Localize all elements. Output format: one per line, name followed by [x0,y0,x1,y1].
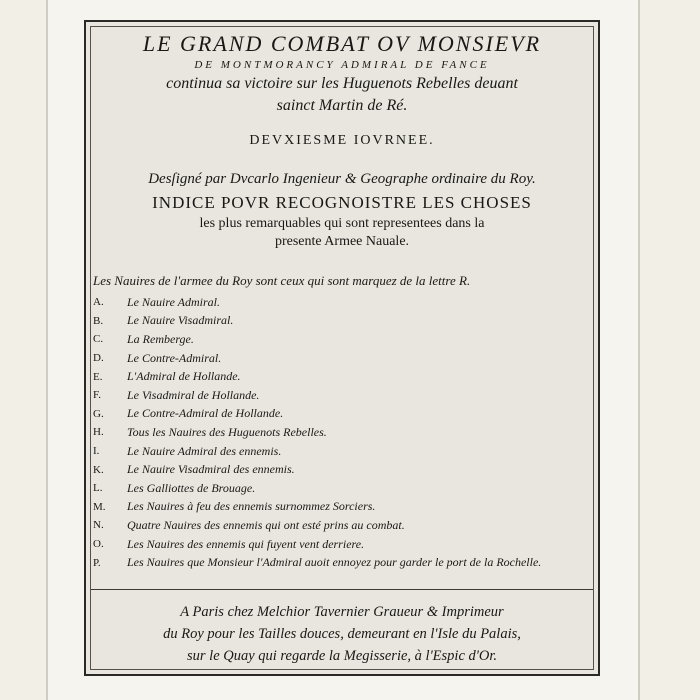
legend-row [93,330,603,349]
legend-key: D. [93,352,104,365]
page-edge-right [638,0,640,700]
legend-key: B. [93,314,104,327]
legend-row [93,479,603,498]
legend-text: La Remberge. [127,331,194,346]
legend-text: Les Nauires à feu des ennemis surnommez Sorciers. [127,499,376,514]
legend-row [93,498,603,517]
legend-key: K. [93,463,104,476]
legend-text: Le Nauire Visadmiral des ennemis. [127,462,295,477]
legend-text: Le Contre-Admiral de Hollande. [127,406,284,421]
designer-credit: Desſigné par Dvcarlo Ingenieur & Geographe ordinaire du Roy. [148,171,536,187]
legend-key: A. [93,296,104,309]
legend-row [93,386,603,405]
journee-heading: DEVXIESME IOVRNEE. [249,133,435,148]
legend-key: E. [93,370,103,383]
legend-row [93,535,603,554]
legend-key: P. [93,556,101,569]
legend-key: G. [93,407,104,420]
title-line-2: DE MONTMORANCY ADMIRAL DE FANCE [194,59,490,71]
legend-text: Le Nauire Admiral. [127,294,221,309]
legend-row [93,367,603,386]
legend-key: L. [93,482,103,495]
legend-row [93,553,603,572]
legend-intro: Les Nauires de l'armee du Roy sont ceux qui sont marquez de la lettre R. [93,273,471,288]
index-subheading [91,215,593,251]
legend-row [93,349,603,368]
imprint-line-1: A Paris chez Melchior Tavernier Graueur & Imprimeur [180,604,504,620]
title-line-1: LE GRAND COMBAT OV MONSIEVR [142,31,542,56]
legend-row [93,312,603,331]
legend-row [93,460,603,479]
legend-row [93,423,603,442]
legend-list [93,293,603,572]
frame-inner-border [90,26,594,670]
title-line-3: continua sa victoire sur les Huguenots Rebelles deuant [166,75,518,92]
legend-text: L'Admiral de Hollande. [127,369,241,384]
legend-row [93,405,603,424]
legend-key: O. [93,538,104,551]
imprint-line-2: du Roy pour les Tailles douces, demeurant en l'Isle du Palais, [163,626,521,642]
imprint-divider [91,589,593,590]
legend-text: Quatre Nauires des ennemis qui ont esté prins au combat. [127,517,405,532]
legend-key: I. [93,445,100,458]
title-line-4: sainct Martin de Ré. [276,97,408,114]
legend-row [93,516,603,535]
engraved-title-frame [84,20,600,676]
legend-text: Le Nauire Admiral des ennemis. [127,443,282,458]
legend-text: Le Nauire Visadmiral. [127,313,234,328]
imprint-block [91,601,593,667]
legend-text: Les Nauires des ennemis qui fuyent vent derriere. [127,536,365,551]
index-subheading-line-1: les plus remarquables qui sont representees dans la [199,216,485,231]
legend-row [93,293,603,312]
index-heading: INDICE POVR RECOGNOISTRE LES CHOSES [152,193,532,212]
imprint-line-3: sur le Quay qui regarde la Megisserie, à l'Espic d'Or. [187,648,497,664]
legend-key: F. [93,389,101,402]
legend-text: Les Galliottes de Brouage. [127,480,256,495]
legend-row [93,442,603,461]
legend-key: N. [93,519,104,532]
legend-key: C. [93,333,104,346]
legend-text: Les Nauires que Monsieur l'Admiral auoit ennoyez pour garder le port de la Rochelle. [127,555,542,570]
legend-text: Tous les Nauires des Huguenots Rebelles. [127,424,327,439]
legend-text: Le Visadmiral de Hollande. [127,387,260,402]
legend-key: M. [93,500,106,513]
legend-key: H. [93,426,104,439]
index-subheading-line-2: presente Armee Nauale. [274,234,410,249]
legend-text: Le Contre-Admiral. [127,350,222,365]
